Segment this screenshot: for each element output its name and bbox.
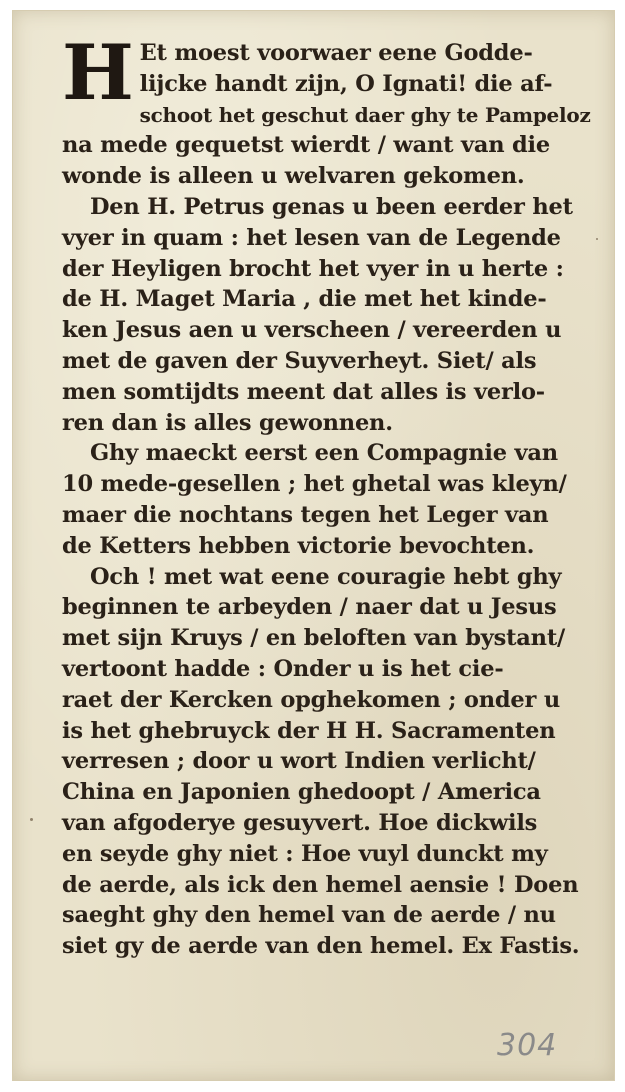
text-line: schoot het geschut daer ghy te Pampeloz [139,102,591,127]
page-number: 304 [497,1028,558,1063]
text-line: beginnen te arbeyden / naer dat u Jesus [62,594,557,621]
text-line: Ghy maeckt eerst een Compagnie van [90,440,558,467]
drop-cap-initial: H [62,28,134,117]
text-line: vyer in quam : het lesen van de Legende [62,224,561,251]
text-line: de Ketters hebben victorie bevochten. [62,532,535,559]
text-line: men somtijdts meent dat alles is verlo- [62,378,545,405]
text-line: ken Jesus aen u verscheen / vereerden u [62,317,562,344]
paragraph-2 [62,192,592,438]
text-line: siet gy de aerde van den hemel. Ex Fastis. [62,933,580,960]
text-line: verresen ; door u wort Indien verlicht/ [62,748,536,775]
document-text [62,28,592,962]
text-line: de H. Maget Maria , die met het kinde- [62,286,547,313]
text-line: Och ! met wat eene couragie hebt ghy [90,563,562,590]
text-line: met de gaven der Suyverheyt. Siet/ als [62,347,537,374]
text-line: met sijn Kruys / en beloften van bystant/ [62,625,566,652]
paragraph-4 [62,562,592,962]
text-line: wonde is alleen u welvaren gekomen. [62,163,525,190]
text-line: ren dan is alles gewonnen. [62,409,393,436]
text-line: der Heyligen brocht het vyer in u herte : [62,255,564,282]
text-line: is het ghebruyck der H H. Sacramenten [62,717,556,744]
text-line: van afgoderye gesuyvert. Hoe dickwils [62,809,538,836]
text-line: maer die nochtans tegen het Leger van [62,501,549,528]
text-line: en seyde ghy niet : Hoe vuyl dunckt my [62,840,548,867]
text-line: Den H. Petrus genas u been eerder het [90,193,573,220]
text-line: vertoont hadde : Onder u is het cie- [62,655,504,682]
text-line: raet der Kercken opghekomen ; onder u [62,686,560,713]
text-line: de aerde, als ick den hemel aensie ! Doen [62,871,579,898]
text-line: China en Japonien ghedoopt / America [62,779,541,806]
text-line: 10 mede-gesellen ; het ghetal was kleyn/ [62,471,567,498]
paragraph-3 [62,438,592,561]
text-line: saeght ghy den hemel van de aerde / nu [62,902,556,929]
text-line: na mede gequetst wierdt / want van die [62,132,550,159]
paragraph-1 [62,28,592,192]
paper-speck [30,818,33,821]
text-line: lijcke handt zijn, O Ignati! die af- [139,70,553,97]
text-line: Et moest voorwaer eene Godde- [139,40,533,66]
paper-speck [596,238,598,240]
